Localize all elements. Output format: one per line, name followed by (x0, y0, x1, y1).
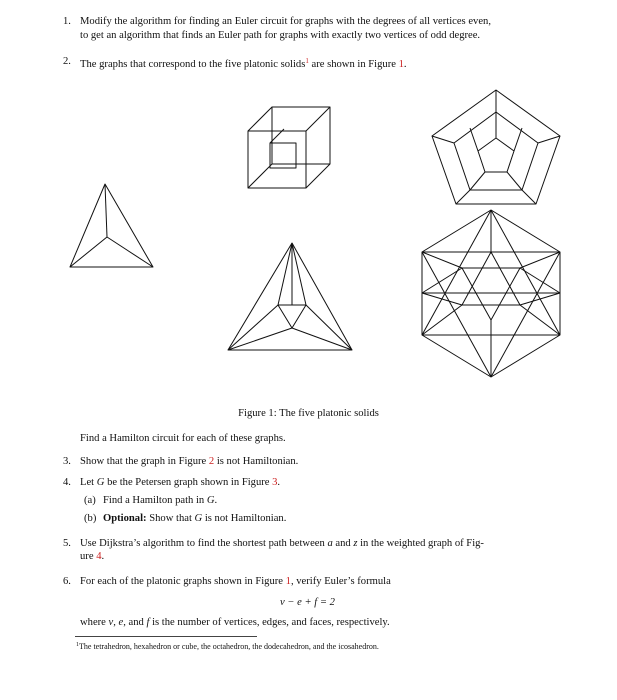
footnote-number: 1 (76, 642, 79, 648)
item-number-1: 1. (63, 16, 71, 27)
item-1-line-1: Modify the algorithm for finding an Euler circuit for graphs with the degrees of all vertices even, (80, 16, 491, 27)
figure-1-link-2[interactable]: 1 (285, 576, 291, 587)
figure-caption: Figure 1: The five platonic solids (238, 408, 379, 419)
cube-graph (248, 107, 330, 188)
item-4-text: Let G be the Petersen graph shown in Figure 3. (80, 477, 281, 488)
item-number-2: 2. (63, 56, 71, 67)
item-number-3: 3. (63, 456, 71, 467)
item-1-line-2: to get an algorithm that finds an Euler path for graphs with exactly two vertices of odd degree. (80, 30, 481, 41)
tetrahedron-graph (70, 184, 153, 267)
dodecahedron-graph (432, 90, 560, 204)
item-2-text: The graphs that correspond to the five platonic solids$^1$ are shown in Figure 1. (80, 57, 407, 70)
footnote-rule (75, 636, 257, 637)
item-number-6: 6. (63, 576, 71, 587)
item-number-4: 4. (63, 477, 71, 488)
item-6-text: For each of the platonic graphs shown in Figure 1, verify Euler’s formula (80, 576, 391, 587)
figure-2-link[interactable]: 2 (208, 456, 215, 467)
item-2-followup: Find a Hamilton circuit for each of these graphs. (80, 433, 286, 444)
footnote (76, 640, 379, 652)
item-4b-text: Optional: Show that G is not Hamiltonian. (103, 513, 287, 524)
item-number-5: 5. (63, 538, 71, 549)
footnote-mark[interactable]: 1 (305, 57, 309, 65)
item-5-line-1: Use Dijkstra’s algorithm to find the shortest path between a and z in the weighted graph of Fig- (80, 538, 484, 549)
euler-formula: v − e + f = 2 (280, 597, 335, 608)
item-4a-label: (a) (84, 495, 96, 506)
item-4a-text: Find a Hamilton path in G. (103, 495, 218, 506)
figure-4-link[interactable]: 4 (96, 551, 102, 562)
figure-3-link[interactable]: 3 (272, 477, 278, 488)
item-5-line-2: ure 4. (80, 551, 105, 562)
icosahedron-graph (422, 210, 560, 377)
octahedron-graph (228, 243, 352, 350)
figure-1-link[interactable]: 1 (398, 59, 404, 70)
item-6-where: where v, e, and f is the number of vertices, edges, and faces, respectively. (80, 617, 390, 628)
item-3-text: Show that the graph in Figure 2 is not Hamiltonian. (80, 456, 299, 467)
item-4b-label: (b) (84, 513, 97, 524)
footnote-text: The tetrahedron, hexahedron or cube, the octahedron, the dodecahedron, and the icosahedron. (79, 642, 379, 651)
